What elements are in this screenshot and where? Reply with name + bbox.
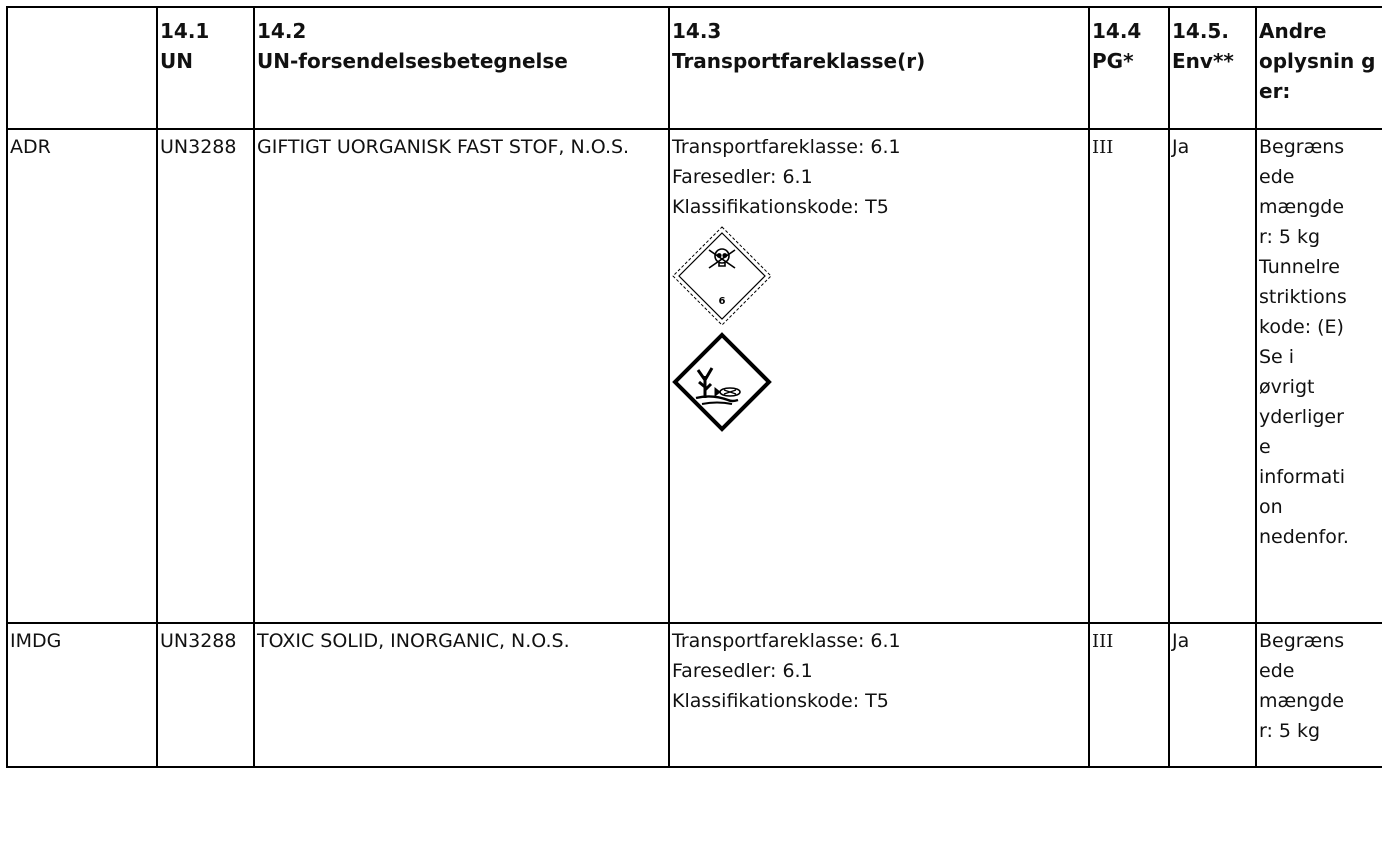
labels-line: Faresedler: 6.1 [672, 660, 813, 682]
other-info-line: Se i [1259, 346, 1295, 368]
hazard-class-cell [669, 129, 1089, 623]
header-num: 14.4 [1092, 19, 1142, 43]
other-info-line: Begræns [1259, 630, 1345, 652]
header-regulation [7, 7, 157, 129]
other-info-line: on [1259, 496, 1283, 518]
other-info-line: Tunnelre [1259, 256, 1340, 278]
header-num: 14.2 [257, 19, 307, 43]
transport-table [6, 6, 1382, 768]
hazard-pictograms [672, 226, 782, 432]
other-info-line: r: 5 kg [1259, 226, 1321, 248]
env-cell: Ja [1169, 623, 1256, 767]
header-label: UN [160, 49, 193, 73]
other-info-line: mængde [1259, 196, 1345, 218]
hazard-class-cell [669, 623, 1089, 767]
header-other-info [1256, 7, 1382, 129]
header-un [157, 7, 254, 129]
header-label: PG* [1092, 49, 1134, 73]
toxic-skull-class6-icon [672, 226, 772, 326]
header-shipping-name [254, 7, 669, 129]
packing-group-cell [1089, 129, 1169, 623]
environment-hazard-icon [672, 332, 772, 432]
header-label: oplysnin ger: [1259, 49, 1376, 103]
other-info-line: ede [1259, 660, 1295, 682]
other-info-line: mængde [1259, 690, 1345, 712]
table-row [7, 623, 1382, 767]
classification-line: Klassifikationskode: T5 [672, 196, 889, 218]
other-info-cell [1256, 623, 1382, 767]
packing-group-value: III [1092, 137, 1114, 158]
header-packing-group [1089, 7, 1169, 129]
other-info-line: nedenfor. [1259, 526, 1349, 548]
table-row [7, 129, 1382, 623]
other-info-line: yderliger [1259, 406, 1344, 428]
header-label: Env** [1172, 49, 1234, 73]
shipping-name-text: TOXIC SOLID, INORGANIC, N.O.S. [257, 630, 570, 652]
env-cell: Ja [1169, 129, 1256, 623]
header-num: 14.3 [672, 19, 722, 43]
header-num: Andre [1259, 19, 1327, 43]
other-info-line: r: 5 kg [1259, 720, 1321, 742]
other-info-line: striktions [1259, 286, 1347, 308]
hazard-class-line: Transportfareklasse: 6.1 [672, 630, 901, 652]
other-info-line: e [1259, 436, 1271, 458]
header-env [1169, 7, 1256, 129]
other-info-line: Begræns [1259, 136, 1345, 158]
other-info-cell [1256, 129, 1382, 623]
header-num: 14.5. [1172, 19, 1229, 43]
shipping-name-cell [254, 623, 669, 767]
header-label: UN-forsendelsesbetegnelse [257, 49, 568, 73]
placard-number: 6 [718, 296, 726, 307]
header-hazard-class [669, 7, 1089, 129]
other-info-line: informati [1259, 466, 1345, 488]
un-number-cell: UN3288 [157, 129, 254, 623]
header-num: 14.1 [160, 19, 210, 43]
packing-group-cell [1089, 623, 1169, 767]
header-label: Transportfareklasse(r) [672, 49, 926, 73]
classification-line: Klassifikationskode: T5 [672, 690, 889, 712]
hazard-class-line: Transportfareklasse: 6.1 [672, 136, 901, 158]
other-info-line: ede [1259, 166, 1295, 188]
other-info-line: kode: (E) [1259, 316, 1344, 338]
packing-group-value: III [1092, 631, 1114, 652]
labels-line: Faresedler: 6.1 [672, 166, 813, 188]
header-row [7, 7, 1382, 129]
regulation-cell: ADR [7, 129, 157, 623]
other-info-line: øvrigt [1259, 376, 1315, 398]
shipping-name-cell: GIFTIGT UORGANISK FAST STOF, N.O.S. [254, 129, 669, 623]
regulation-cell: IMDG [7, 623, 157, 767]
un-number-cell: UN3288 [157, 623, 254, 767]
